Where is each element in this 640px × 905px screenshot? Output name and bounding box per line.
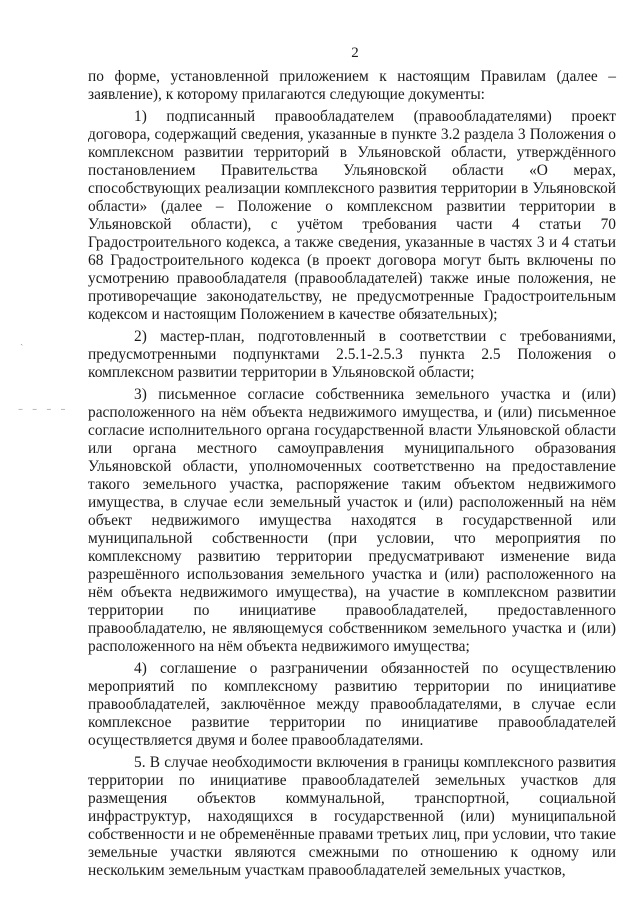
paragraph-item-2: 2) мастер-план, подготовленный в соответствии с требованиями, предусмотренными подпунктами 2.5.1-2.5.3 пункта 2.5 Положения о комплексном развитии территории в Ульяновской области; — [88, 328, 616, 381]
paragraph-section-5: 5. В случае необходимости включения в границы комплексного развития территории по инициативе правообладателей земельных участков для размещения объектов коммунальной, транспортной, социальной инфраструктур, находящихся в государственной (или) муниципальной собственности и не обременённые правами третьих лиц, при условии, что такие земельные участки являются смежными по отношению к одному или нескольким земельным участкам правообладателей земельных участков, — [88, 754, 616, 879]
page-number: 2 — [351, 45, 359, 61]
paragraph-item-1: 1) подписанный правообладателем (правообладателями) проект договора, содержащий сведения, указанные в пункте 3.2 раздела 3 Положения о комплексном развитии территорий в Ульяновской области, утверждённого постановлением Правительства Ульяновской области «О мерах, способствующих реализации комплексного развития территории в Ульяновской области» (далее – Положение о комплексном развитии территории в Ульяновской области), с учётом требования части 4 статьи 70 Градостроительного кодекса, а также сведения, указанные в частях 3 и 4 статьи 68 Градостроительного кодекса (в проект договора могут быть включены по усмотрению правообладателя (правообладателей) также иные положения, не противоречащие законодательству, не предусмотренные Градостроительным кодексом и настоящим Положением в качестве обязательных); — [88, 108, 616, 323]
document-page — [88, 44, 616, 880]
margin-dash-mark: – – – – — [18, 404, 69, 415]
paragraph-continuation: по форме, установленной приложением к настоящим Правилам (далее – заявление), к которому прилагаются следующие документы: — [88, 68, 616, 103]
margin-tick-mark: ˴ — [20, 339, 24, 350]
paragraph-item-3: 3) письменное согласие собственника земельного участка и (или) расположенного на нём объекта недвижимого имущества, и (или) письменное согласие исполнительного органа государственной власти Ульяновской области или органа местного самоуправления муниципального образования Ульяновской области, уполномоченных соответственно на предоставление такого земельного участка, распоряжение таким объектом недвижимого имущества, в случае если земельный участок и (или) расположенный на нём объект недвижимого имущества находятся в государственной или муниципальной собственности (при условии, что мероприятия по комплексному развитию территории предусматривают изменение вида разрешённого использования земельного участка и (или) расположенного на нём объекта недвижимого имущества), на участие в комплексном развитии территории по инициативе правообладателей, предоставленного правообладателю, не являющемуся собственником земельного участка и (или) расположенного на нём объекта недвижимого имущества; — [88, 386, 616, 655]
paragraph-item-4: 4) соглашение о разграничении обязанностей по осуществлению мероприятий по комплексному развитию территории по инициативе правообладателей, заключённое между правообладателями, в случае если комплексное развитие территории по инициативе правообладателей осуществляется двумя и более правообладателями. — [88, 660, 616, 749]
